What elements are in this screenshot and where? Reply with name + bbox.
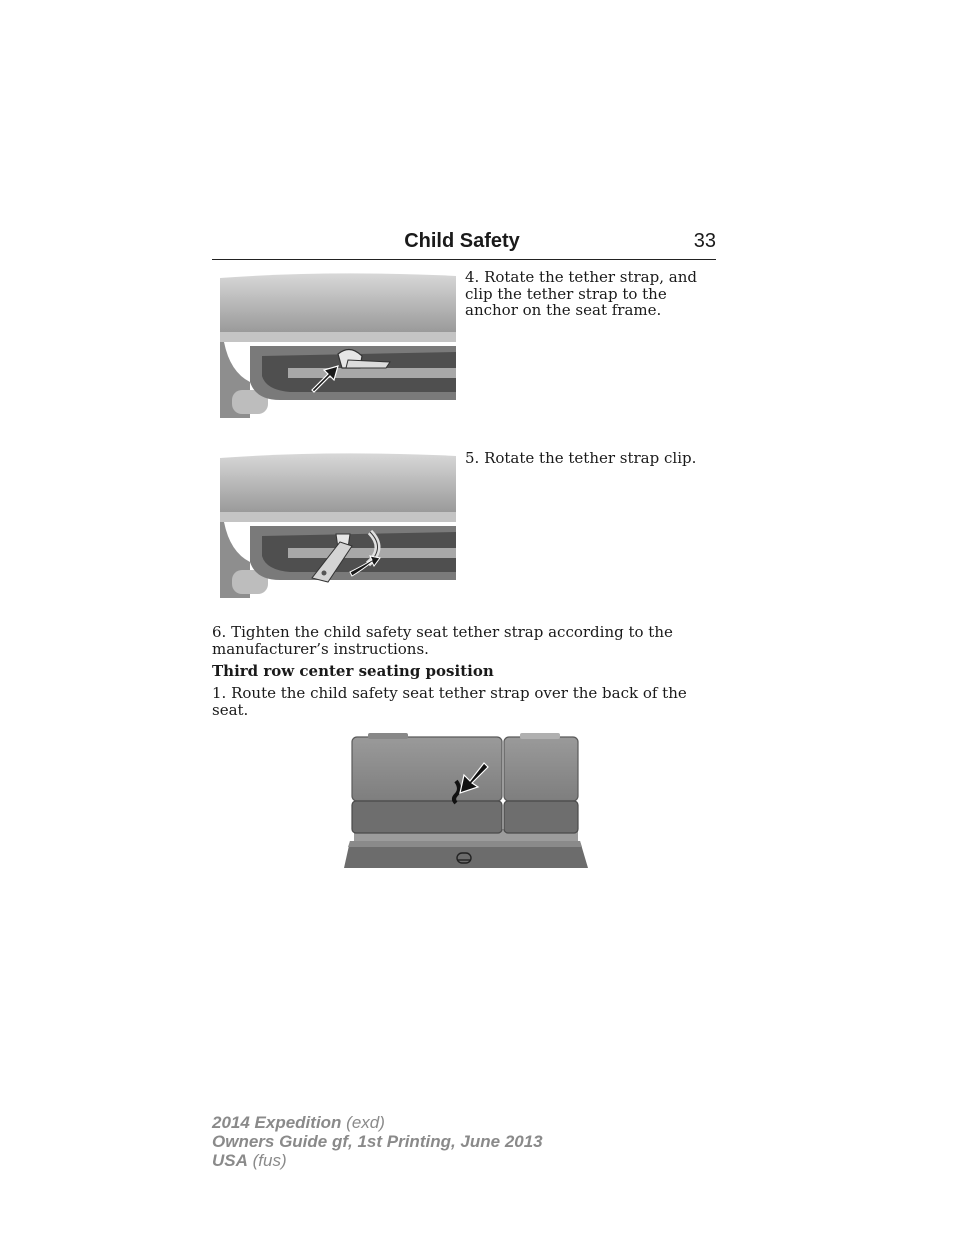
- step-1-text: 1. Route the child safety seat tether strap over the back of the seat.: [212, 684, 687, 719]
- section-title: Child Safety: [404, 230, 520, 252]
- footer-line-3: USA (fus): [212, 1151, 287, 1170]
- page-footer: [212, 1113, 543, 1170]
- step-5-text: 5. Rotate the tether strap clip.: [465, 449, 697, 467]
- tether-rotate-illustration: [220, 452, 456, 598]
- header-divider: [212, 259, 716, 260]
- third-row-seat-illustration: [344, 733, 588, 868]
- footer-line-1: 2014 Expedition (exd): [212, 1113, 385, 1132]
- tether-clip-illustration: [220, 272, 456, 418]
- page-number: 33: [693, 230, 716, 252]
- step-6-text: 6. Tighten the child safety seat tether strap according to the manufacturer’s instructions.: [212, 623, 673, 658]
- footer-line-2: Owners Guide gf, 1st Printing, June 2013: [212, 1132, 543, 1151]
- subheading: Third row center seating position: [212, 662, 494, 680]
- step-4-text: 4. Rotate the tether strap, and clip the tether strap to the anchor on the seat frame.: [465, 268, 697, 319]
